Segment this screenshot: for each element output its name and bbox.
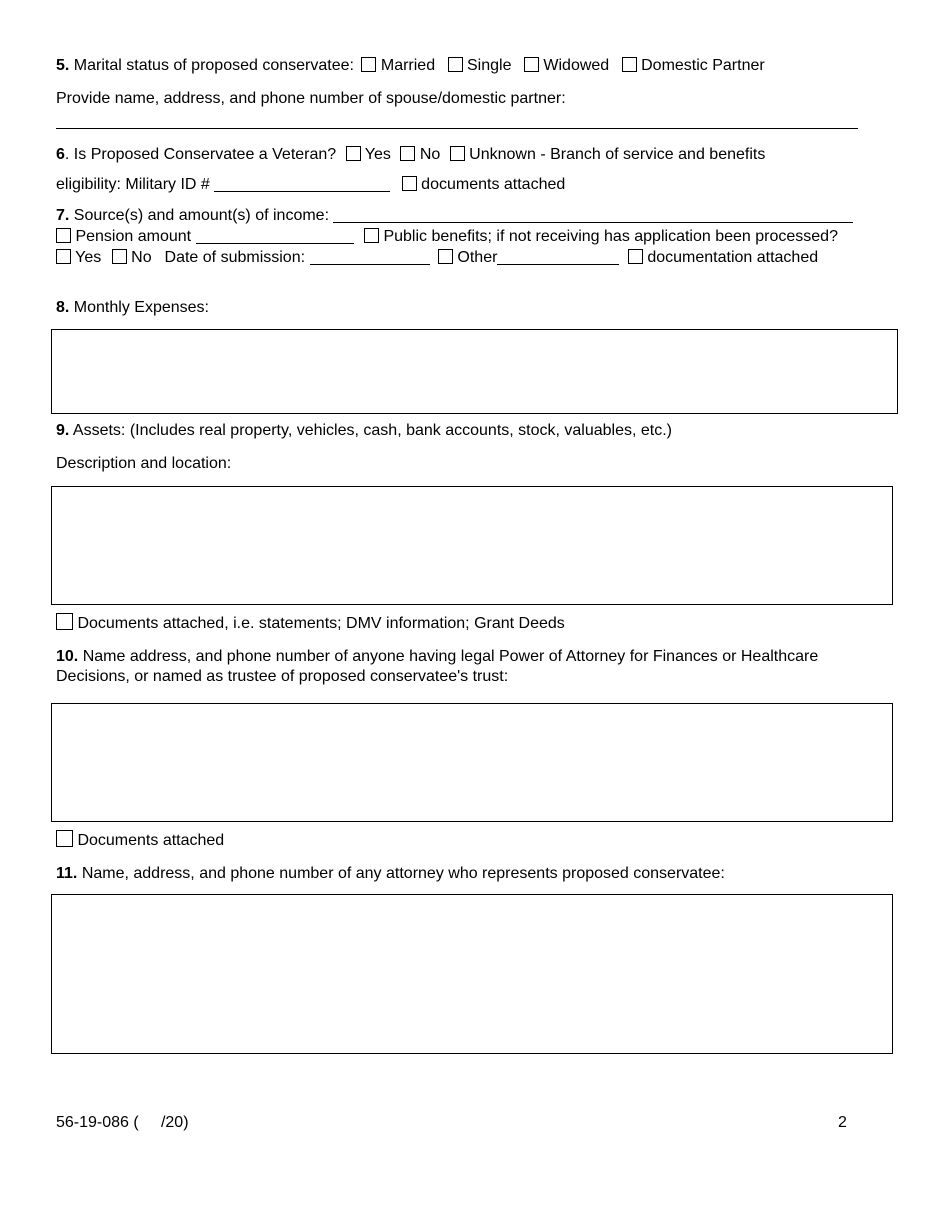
q8-row [56,298,209,318]
widowed-checkbox[interactable] [524,57,539,72]
widowed-label: Widowed [543,57,610,74]
assets-description-box[interactable] [51,486,893,605]
q6-row-2 [56,175,565,195]
other-income-field[interactable] [497,250,619,265]
single-checkbox[interactable] [448,57,463,72]
pension-checkbox[interactable] [56,228,71,243]
q7-prompt: Source(s) and amount(s) of income: [73,207,330,224]
pension-label: Pension amount [75,228,192,245]
married-checkbox[interactable] [361,57,376,72]
veteran-no-label: No [419,146,441,163]
income-source-field[interactable] [333,208,853,223]
q5-prompt: Marital status of proposed conservatee: [73,57,354,74]
income-docs-label: documentation attached [647,249,819,266]
attorney-box[interactable] [51,894,893,1054]
assets-docs-label: Documents attached, i.e. statements; DMV information; Grant Deeds [77,615,565,632]
poa-docs-checkbox[interactable] [56,830,73,847]
other-income-label: Other [457,249,498,266]
q6-row [56,145,765,165]
domestic-partner-label: Domestic Partner [641,57,765,74]
veteran-unknown-checkbox[interactable] [450,146,465,161]
q5-number: 5. [56,57,70,74]
assets-docs-checkbox[interactable] [56,613,73,630]
q9-number: 9. [56,422,70,439]
q9-prompt: Assets: (Includes real property, vehicles, cash, bank accounts, stock, valuables, etc.) [72,422,672,439]
spouse-answer-line[interactable] [56,128,858,129]
military-id-field[interactable] [214,177,390,192]
assets-docs-row [56,613,565,634]
military-id-label: eligibility: Military ID # [56,176,210,193]
spouse-prompt: Provide name, address, and phone number of spouse/domestic partner: [56,90,566,107]
q11-prompt: Name, address, and phone number of any attorney who represents proposed conservatee: [81,865,725,882]
q7-number: 7. [56,207,70,224]
veteran-no-checkbox[interactable] [400,146,415,161]
q8-number: 8. [56,299,70,316]
q10-number: 10. [56,648,79,665]
veteran-unknown-label: Unknown - Branch of service and benefits [469,146,766,163]
application-yes-label: Yes [75,249,102,266]
q9-row [56,421,672,441]
submission-date-label: Date of submission: [164,249,306,266]
q8-prompt: Monthly Expenses: [73,299,209,316]
income-docs-checkbox[interactable] [628,249,643,264]
veteran-yes-label: Yes [364,146,391,163]
q6-number: 6 [56,146,65,163]
other-income-checkbox[interactable] [438,249,453,264]
veteran-docs-checkbox[interactable] [402,176,417,191]
power-of-attorney-box[interactable] [51,703,893,822]
submission-date-field[interactable] [310,250,430,265]
pension-amount-field[interactable] [196,229,354,244]
public-benefits-label: Public benefits; if not receiving has application been processed? [383,228,838,245]
q10-prompt-line2: Decisions, or named as trustee of proposed conservatee's trust: [56,668,509,685]
application-yes-checkbox[interactable] [56,249,71,264]
application-no-label: No [131,249,152,266]
assets-sub-prompt: Description and location: [56,455,232,472]
married-label: Married [380,57,436,74]
public-benefits-checkbox[interactable] [364,228,379,243]
q6-prompt: . Is Proposed Conservatee a Veteran? [64,146,337,163]
veteran-yes-checkbox[interactable] [346,146,361,161]
q11-number: 11. [56,865,78,882]
page-number: 2 [838,1114,847,1131]
q7-row-2 [56,227,838,247]
veteran-docs-label: documents attached [421,176,566,193]
domestic-partner-checkbox[interactable] [622,57,637,72]
monthly-expenses-box[interactable] [51,329,898,414]
form-id: 56-19-086 ( /20) [56,1114,189,1131]
poa-docs-row [56,830,224,851]
poa-docs-label: Documents attached [77,832,225,849]
q10-prompt-line1: Name address, and phone number of anyone having legal Power of Attorney for Finances or Healthcare [82,648,819,665]
q7-row-3 [56,248,818,268]
q10-row [56,647,818,667]
single-label: Single [467,57,512,74]
q7-row [56,206,853,226]
q5-row [56,56,765,76]
application-no-checkbox[interactable] [112,249,127,264]
q11-row [56,864,725,884]
